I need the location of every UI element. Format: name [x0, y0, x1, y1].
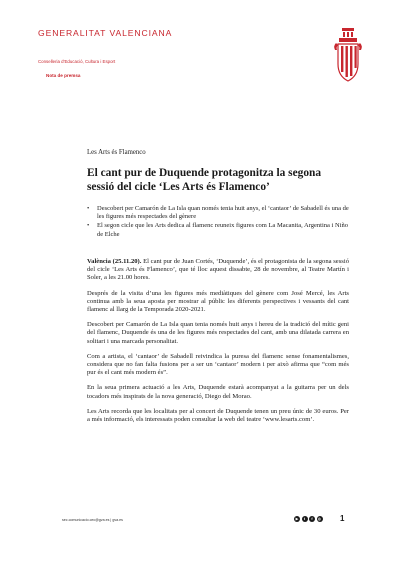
instagram-icon[interactable]: ◎ — [317, 517, 322, 521]
article-title: El cant pur de Duquende protagonitza la segona sessió del cicle ‘Les Arts és Flamenco’ — [87, 167, 322, 193]
organization-name: GENERALITAT VALENCIANA — [38, 28, 173, 38]
twitter-icon[interactable]: t — [302, 516, 308, 522]
section-label: Les Arts és Flamenco — [87, 149, 146, 156]
youtube-icon[interactable]: ▶ — [295, 517, 299, 521]
body-paragraph: Com a artista, el ‘cantaor’ de Sabadell reivindica la puresa del flamenc sense fonamentalismes, considera que no fan falta fusions per a ser un ‘cantaor’ modern i per això afirma que “com més pur és el cant més modern és”. — [87, 352, 349, 377]
generalitat-logo — [333, 28, 363, 83]
body-paragraph: En la seua primera actuació a les Arts, Duquende estarà acompanyat a la guitarra per un dels tocadors més inspirats de la nova generació, Diego del Morao. — [87, 384, 349, 400]
dateline: València (25.11.20). — [87, 258, 142, 265]
body-paragraph — [87, 258, 349, 283]
page-number: 1 — [340, 514, 345, 523]
bullet-text: Descobert per Camarón de La Isla quan només tenia huit anys, el ‘cantaor’ de Sabadell és una de les figures més respectades del gènere — [97, 205, 349, 221]
summary-bullet — [87, 205, 349, 221]
bullet-icon: • — [87, 205, 90, 212]
social-links — [294, 516, 323, 522]
body-paragraph: Descobert per Camarón de La Isla quan tenia només huit anys i hereu de la tradició del mític geni del flamenc, Duquende és una de les figures més respectades del cant, amb una dilatada carrera en solitari i una marcada personalitat. — [87, 321, 349, 345]
body-paragraph: Després de la visita d’una les figures més mediàtiques del gènere com José Mercé, les Arts continua amb la seua aposta per mostrar al públic les diferents perspectives i vessants del cant flamenc al llarg de la Temporada 2020-2021. — [87, 289, 349, 314]
article-body — [87, 258, 349, 431]
document-type: Nota de premsa — [46, 73, 81, 78]
footer-contact: sec.comunicacio.cec@gva.es | gva.es — [62, 518, 123, 522]
paragraph-text: El cant pur de Juan Cortés, ‘Duquende’, és el protagonista de la segona sessió del cicle ‘Les Arts és Flamenco’, que té lloc aquest dissabte, 28 de novembre, al Teatre Martín i Soler, a les 21.00 hores. — [87, 258, 349, 282]
body-paragraph: Les Arts recorda que les localitats per al concert de Duquende tenen un preu únic de 30 euros. Per a més informació, els interessats poden consultar la web del teatre ‘www.lesarts.com’. — [87, 407, 349, 424]
facebook-icon[interactable]: f — [309, 516, 315, 522]
bullet-text: El segon cicle que les Arts dedica al flamenc reuneix figures com La Macanita, Argentina i Niño de Elche — [97, 222, 348, 238]
summary-bullets — [87, 205, 349, 240]
bullet-icon: • — [87, 222, 90, 230]
summary-bullet — [87, 222, 349, 238]
department-name: Conselleria d'Educació, Cultura i Esport — [38, 59, 116, 64]
